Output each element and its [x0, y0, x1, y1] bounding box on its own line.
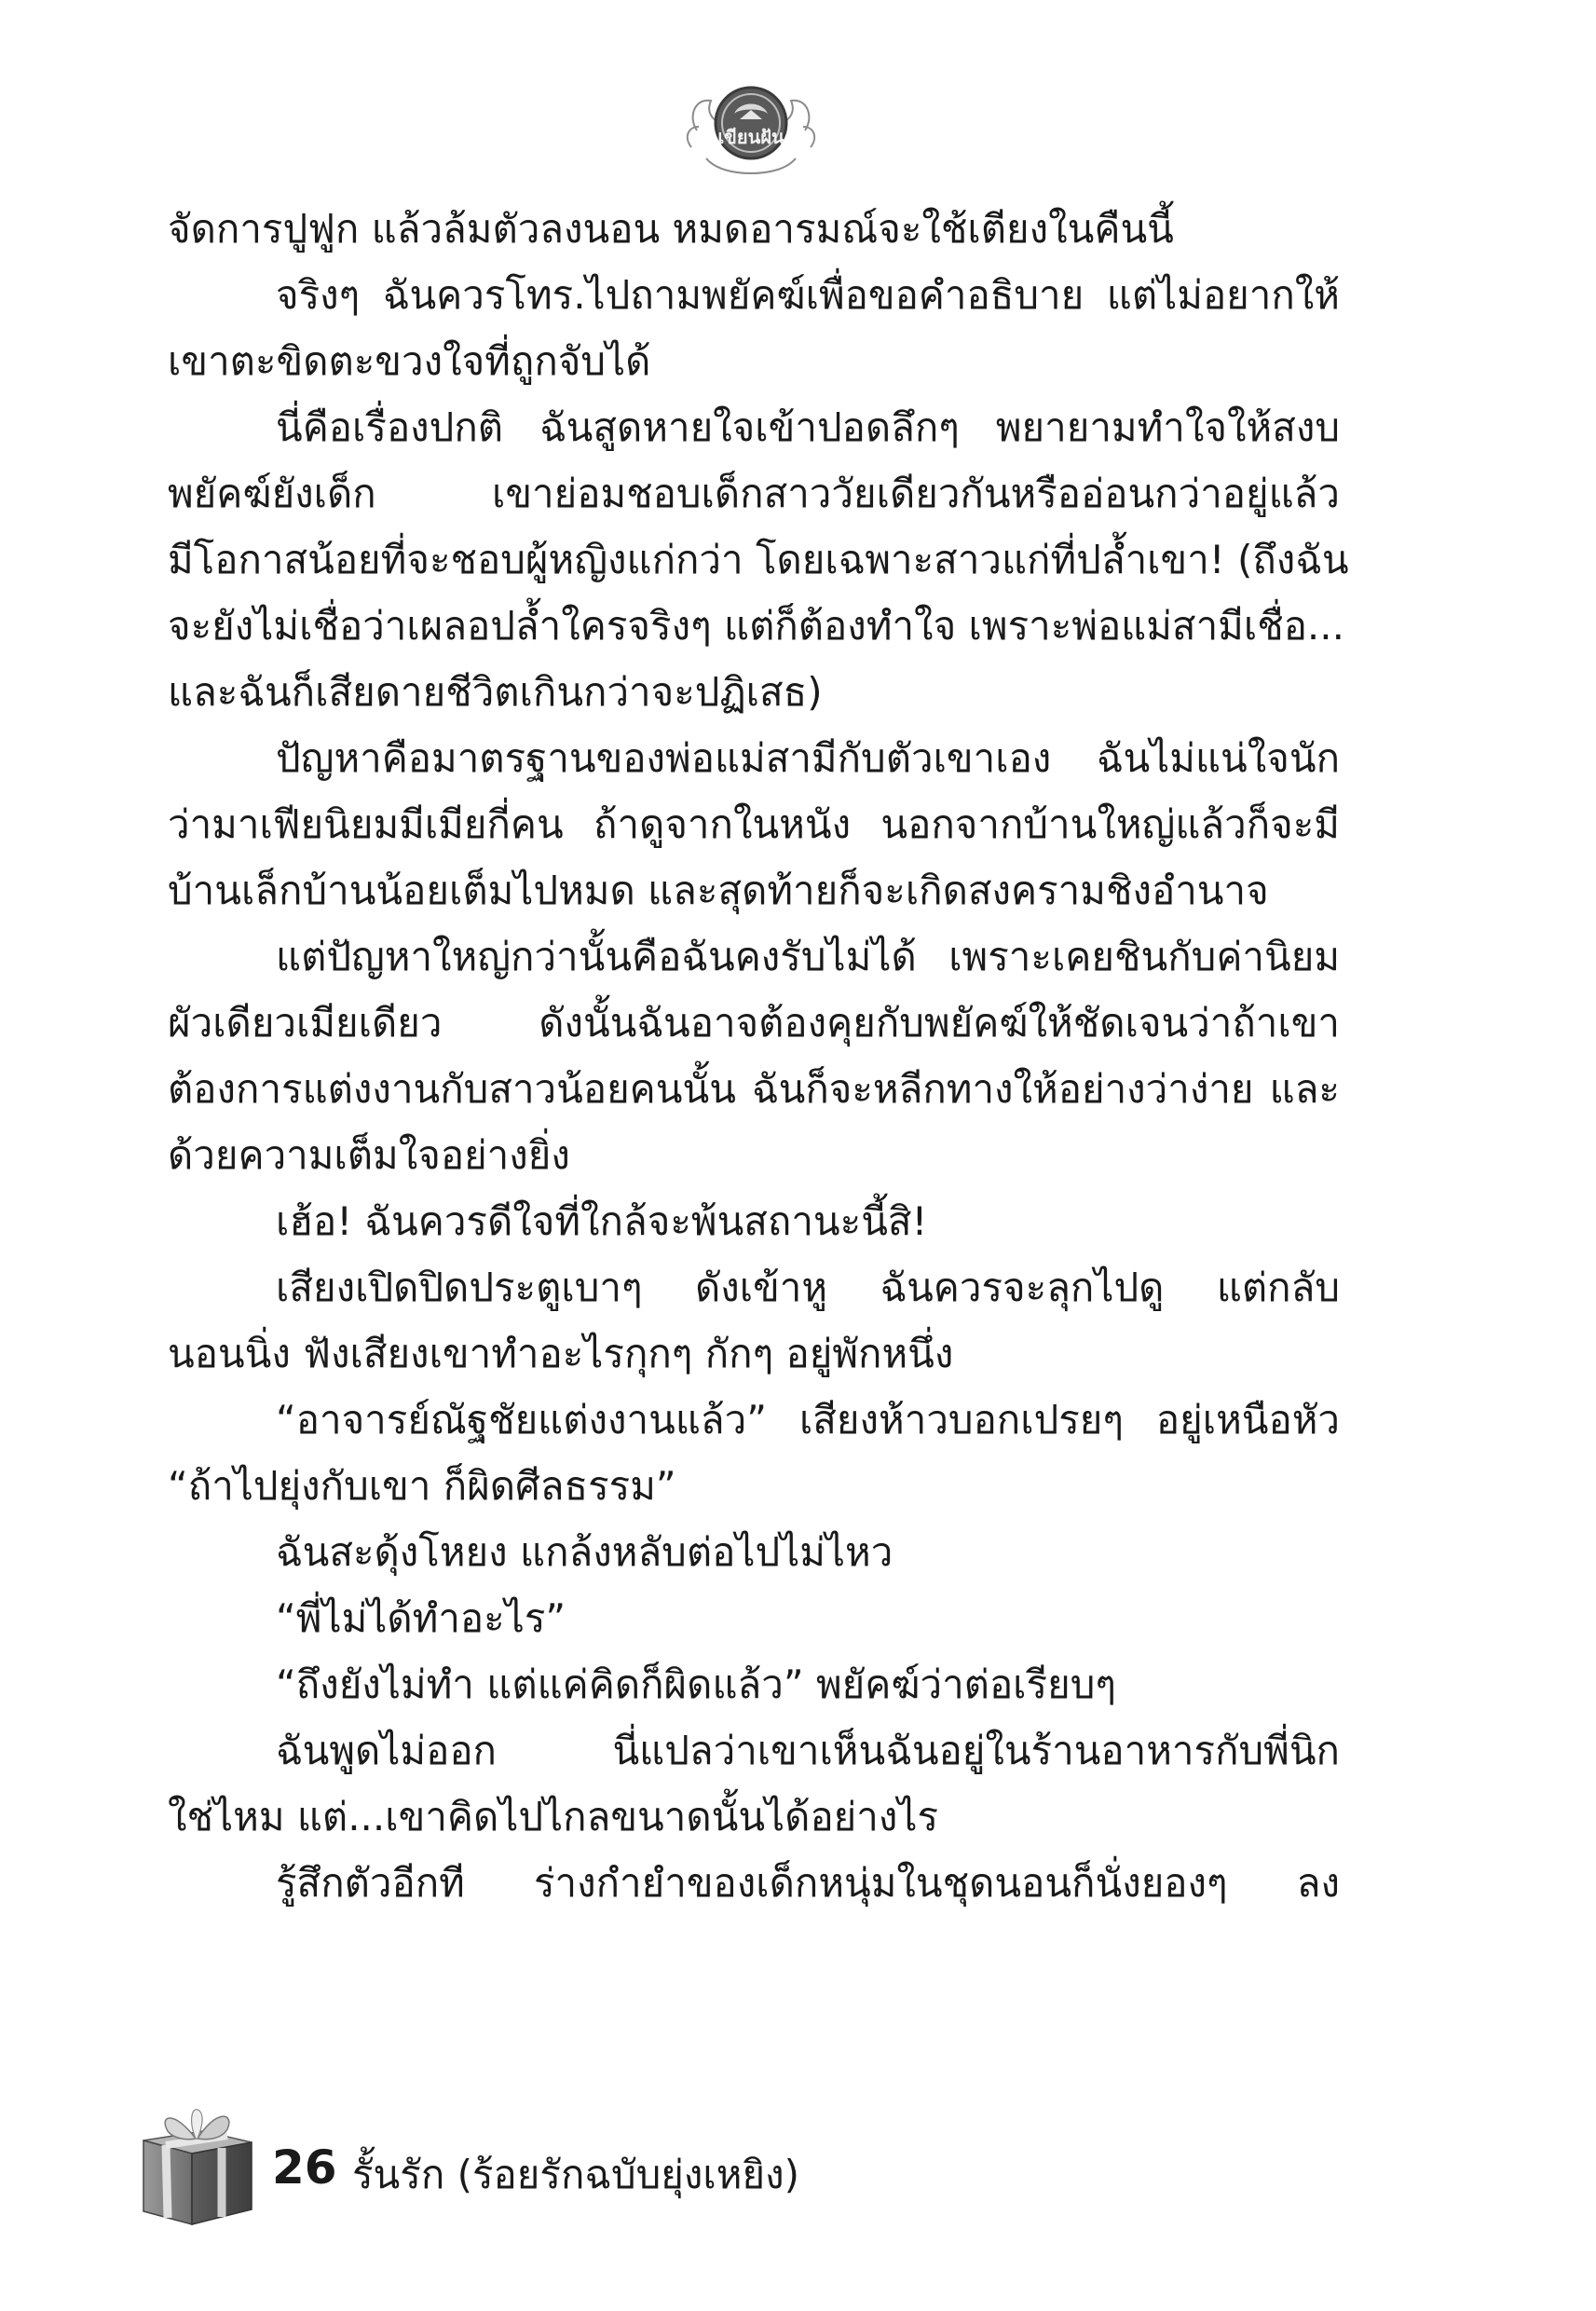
- text-line-1: จัดการปูฟูก แล้วล้มตัวลงนอน หมดอารมณ์จะใช้เตียงในคืนนี้: [168, 206, 1174, 252]
- text-line-24: ฉันพูดไม่ออก นี่แปลว่าเขาเห็นฉันอยู่ในร้านอาหารกับพี่นิก: [276, 1728, 1340, 1773]
- text-line-11: บ้านเล็กบ้านน้อยเต็มไปหมด และสุดท้ายก็จะเกิดสงครามชิงอำนาจ: [168, 868, 1269, 913]
- text-line-14: ต้องการแต่งงานกับสาวน้อยคนนั้น ฉันก็จะหลีกทางให้อย่างว่าง่าย และ: [168, 1066, 1340, 1112]
- text-line-20: “ถ้าไปยุ่งกับเขา ก็ผิดศีลธรรม”: [168, 1463, 676, 1509]
- text-line-17: เสียงเปิดปิดประตูเบาๆ ดังเข้าหู ฉันควรจะลุกไปดู แต่กลับ: [276, 1265, 1340, 1310]
- text-line-5: พยัคฆ์ยังเด็ก เขาย่อมชอบเด็กสาววัยเดียวกันหรืออ่อนกว่าอยู่แล้ว: [168, 471, 1340, 516]
- publisher-logo-text: เขียนฝัน: [717, 126, 784, 148]
- text-line-3: เขาตะขิดตะขวงใจที่ถูกจับได้: [168, 338, 651, 384]
- page-number: 26: [272, 2140, 337, 2195]
- text-line-9: ปัญหาคือมาตรฐานของพ่อแม่สามีกับตัวเขาเอง ฉันไม่แน่ใจนัก: [276, 735, 1340, 781]
- text-line-18: นอนนิ่ง ฟังเสียงเขาทำอะไรกุกๆ กักๆ อยู่พักหนึ่ง: [168, 1331, 954, 1376]
- body-text: [168, 196, 1349, 1916]
- text-line-15: ด้วยความเต็มใจอย่างยิ่ง: [168, 1132, 570, 1178]
- text-line-21: ฉันสะดุ้งโหยง แกล้งหลับต่อไปไม่ไหว: [276, 1529, 893, 1575]
- text-line-4: นี่คือเรื่องปกติ ฉันสูดหายใจเข้าปอดลึกๆ พยายามทำใจให้สงบ: [276, 404, 1340, 450]
- text-line-23: “ถึงยังไม่ทำ แต่แค่คิดก็ผิดแล้ว” พยัคฆ์ว่าต่อเรียบๆ: [276, 1661, 1116, 1707]
- text-line-25: ใช่ไหม แต่...เขาคิดไปไกลขนาดนั้นได้อย่างไร: [168, 1794, 939, 1839]
- text-line-16: เฮ้อ! ฉันควรดีใจที่ใกล้จะพ้นสถานะนี้สิ!: [276, 1198, 928, 1244]
- book-title: รั้นรัก (ร้อยรักฉบับยุ่งเหยิง): [352, 2152, 799, 2197]
- text-line-22: “พี่ไม่ได้ทำอะไร”: [276, 1595, 566, 1641]
- text-line-19: “อาจารย์ณัฐชัยแต่งงานแล้ว” เสียงห้าวบอกเปรยๆ อยู่เหนือหัว: [276, 1397, 1340, 1443]
- publisher-logo-emblem: [678, 65, 824, 186]
- gift-box-icon: [130, 2083, 261, 2232]
- text-line-8: และฉันก็เสียดายชีวิตเกินกว่าจะปฏิเสธ): [168, 669, 823, 715]
- page-footer: [130, 2083, 876, 2241]
- text-line-13: ผัวเดียวเมียเดียว ดังนั้นฉันอาจต้องคุยกับพยัคฆ์ให้ชัดเจนว่าถ้าเขา: [168, 1000, 1340, 1046]
- text-line-12: แต่ปัญหาใหญ่กว่านั้นคือฉันคงรับไม่ได้ เพราะเคยชินกับค่านิยม: [276, 934, 1340, 979]
- text-line-10: ว่ามาเฟียนิยมมีเมียกี่คน ถ้าดูจากในหนัง นอกจากบ้านใหญ่แล้วก็จะมี: [168, 801, 1340, 847]
- text-line-7: จะยังไม่เชื่อว่าเผลอปล้ำใครจริงๆ แต่ก็ต้องทำใจ เพราะพ่อแม่สามีเชื่อ...: [168, 603, 1344, 649]
- publisher-logo: [678, 65, 824, 186]
- text-line-2: จริงๆ ฉันควรโทร.ไปถามพยัคฆ์เพื่อขอคำอธิบาย แต่ไม่อยากให้: [276, 272, 1340, 318]
- text-line-6: มีโอกาสน้อยที่จะชอบผู้หญิงแก่กว่า โดยเฉพาะสาวแก่ที่ปล้ำเขา! (ถึงฉัน: [168, 537, 1349, 582]
- text-line-26: รู้สึกตัวอีกที ร่างกำยำของเด็กหนุ่มในชุดนอนก็นั่งยองๆ ลง: [276, 1860, 1340, 1906]
